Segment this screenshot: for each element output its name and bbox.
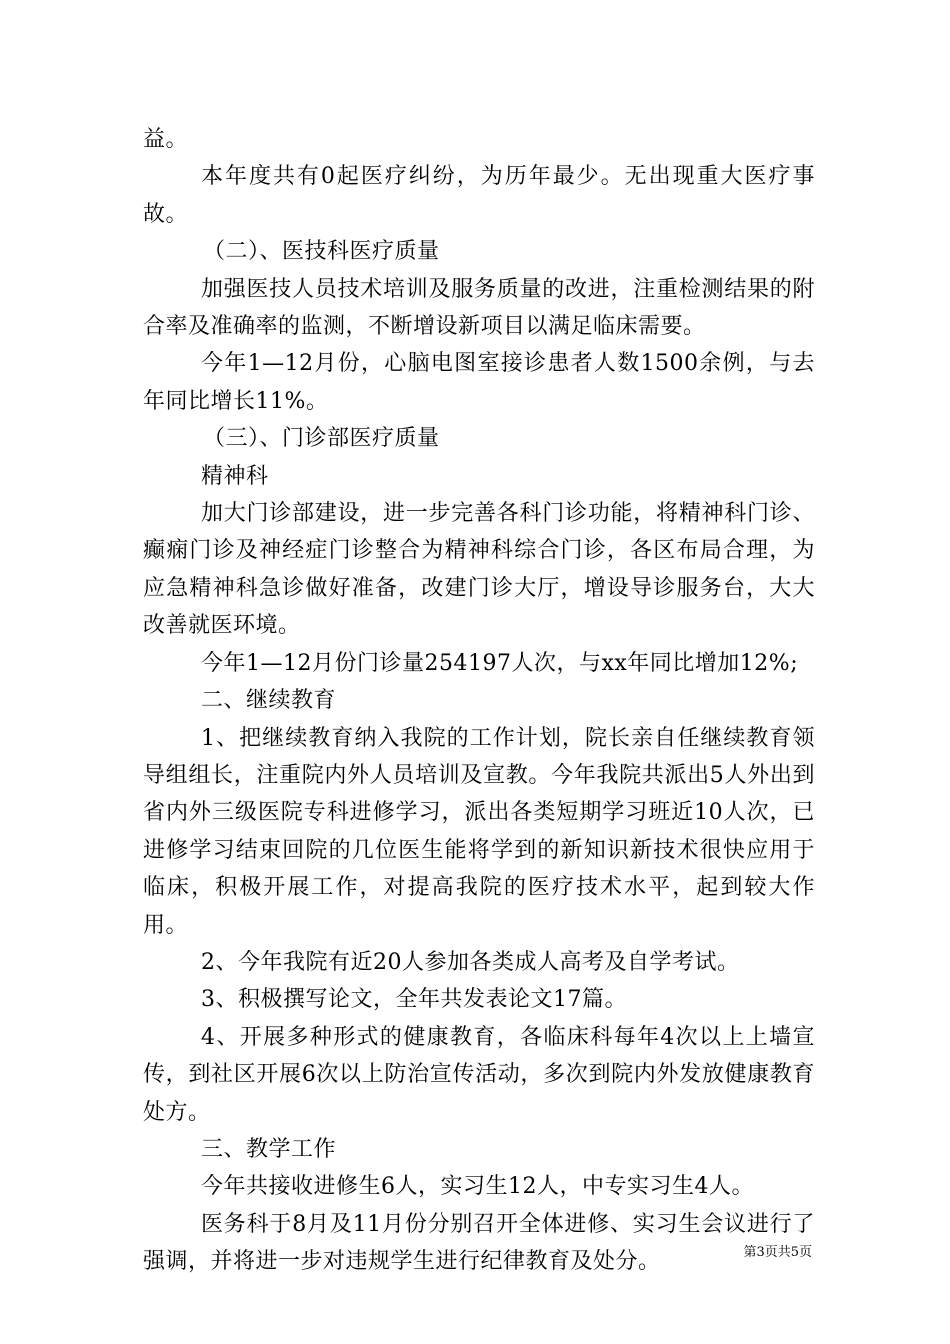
section-heading-teaching-work: 三、教学工作 — [201, 1136, 337, 1162]
paragraph-medical-tech-training: 加强医技人员技术培训及服务质量的改进，注重检测结果的附合率及准确率的监测，不断增设新项目以满足临床需要。 — [143, 276, 815, 340]
paragraph-education-item-2: 2、今年我院有近20人参加各类成人高考及自学考试。 — [201, 949, 740, 975]
paragraph-trainees-received: 今年共接收进修生6人，实习生12人，中专实习生4人。 — [201, 1174, 754, 1200]
paragraph-trainee-meetings: 医务科于8月及11月份分别召开全体进修、实习生会议进行了强调，并将进一步对违规学生进行纪律教育及处分。 — [143, 1211, 815, 1275]
section-heading-continuing-education: 二、继续教育 — [201, 688, 337, 714]
paragraph-education-item-1: 1、把继续教育纳入我院的工作计划，院长亲自任继续教育领导组组长，注重院内外人员培训及宣教。今年我院共派出5人外出到省内外三级医院专科进修学习，派出各类短期学习班近10人次，已进修学习结束回院的几位医生能将学到的新知识新技术很快应用于临床，积极开展工作，对提高我院的医疗技术水平，起到较大作用。 — [143, 725, 815, 938]
paragraph-outpatient-volume: 今年1—12月份门诊量254197人次，与xx年同比增加12%; — [201, 650, 799, 676]
paragraph-outpatient-construction: 加大门诊部建设，进一步完善各科门诊功能，将精神科门诊、癫痫门诊及神经症门诊整合为精神科综合门诊，各区布局合理，为应急精神科急诊做好准备，改建门诊大厅，增设导诊服务台，大大改善就医环境。 — [143, 501, 815, 639]
paragraph-ecg-patients: 今年1—12月份，心脑电图室接诊患者人数1500余例，与去年同比增长11%。 — [143, 351, 815, 414]
paragraph-medical-disputes: 本年度共有0起医疗纠纷，为历年最少。无出现重大医疗事故。 — [143, 164, 815, 227]
paragraph-education-item-4: 4、开展多种形式的健康教育，各临床科每年4次以上上墙宣传，到社区开展6次以上防治宣传活动，多次到院内外发放健康教育处方。 — [143, 1024, 815, 1125]
paragraph-continuation: 益。 — [143, 127, 189, 152]
page-number-footer: 第3页共5页 — [743, 1245, 812, 1260]
document-body — [143, 121, 815, 1281]
subheading-psychiatry: 精神科 — [201, 463, 269, 489]
section-heading-medical-tech-quality: （二）、医技科医疗质量 — [203, 239, 440, 265]
section-heading-outpatient-quality: （三）、门诊部医疗质量 — [203, 426, 440, 452]
paragraph-education-item-3: 3、积极撰写论文，全年共发表论文17篇。 — [201, 987, 627, 1013]
